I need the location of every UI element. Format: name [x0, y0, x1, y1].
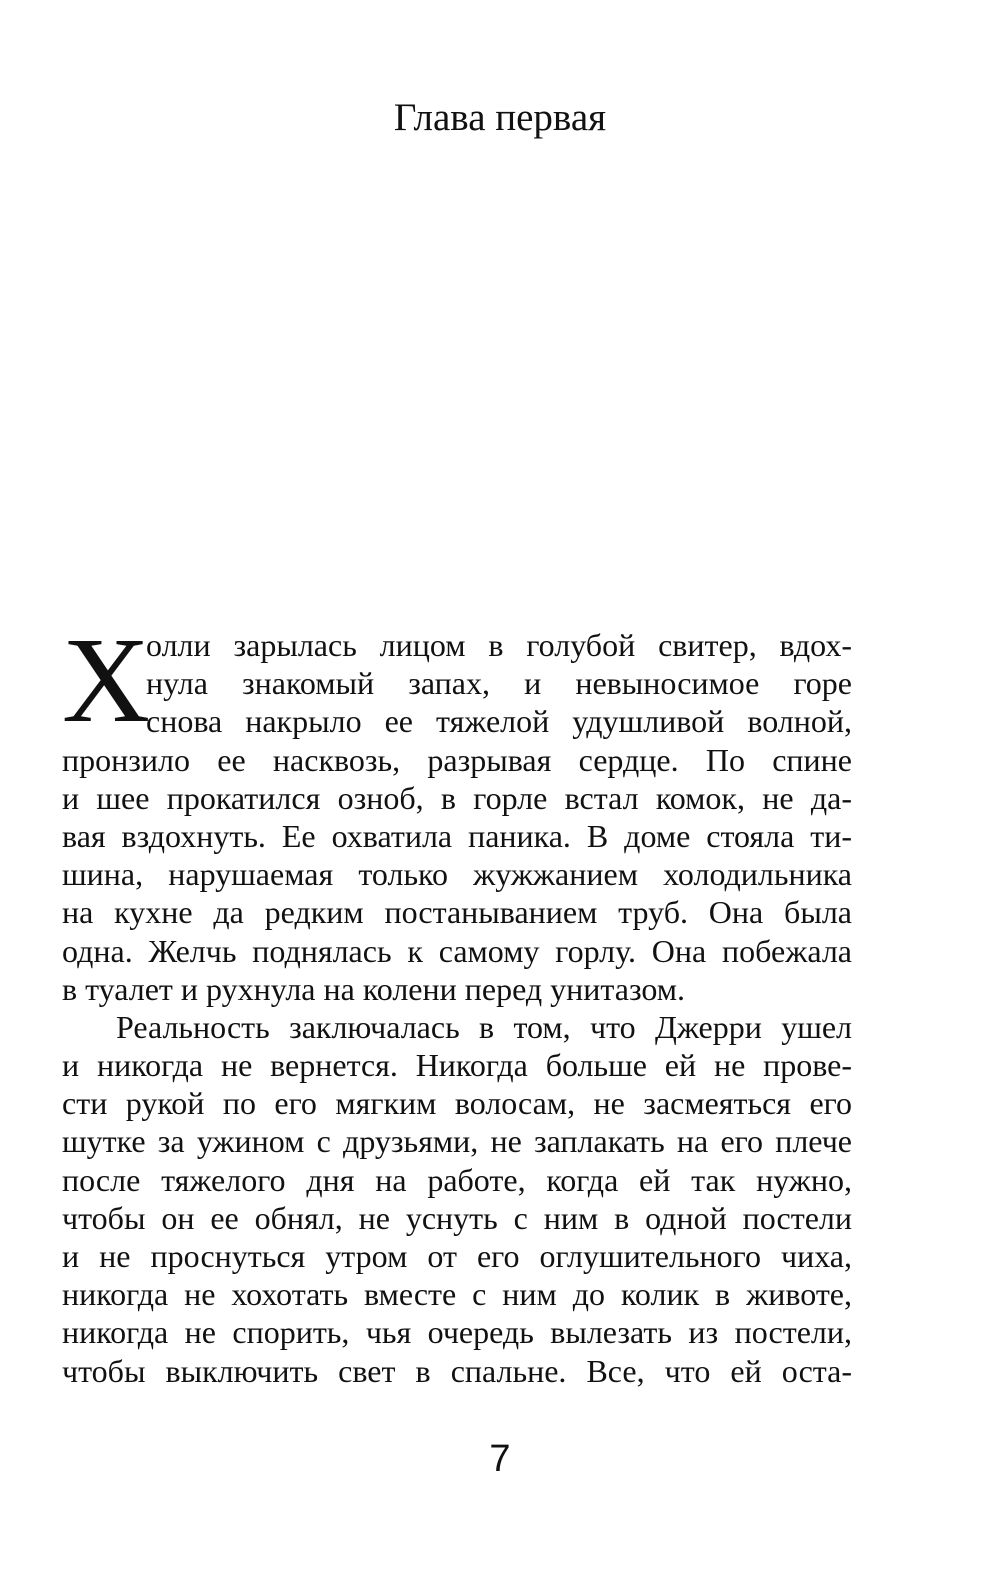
- chapter-title: Глава первая: [393, 96, 607, 139]
- text-line: шутке за ужином с друзьями, не заплакать на его плече: [62, 1123, 852, 1160]
- text-line: после тяжелого дня на работе, когда ей так нужно,: [62, 1161, 852, 1198]
- paragraph-opening: [62, 613, 852, 748]
- text-line: олли зарылась лицом в голубой свитер, вдох-: [146, 627, 852, 663]
- text-line: чтобы выключить свет в спальне. Все, что ей оста-: [62, 1352, 852, 1389]
- text-line: чтобы он ее обнял, не уснуть с ним в одной постели: [62, 1199, 852, 1236]
- text-line: и шее прокатился озноб, в горле встал комок, не да-: [62, 779, 852, 816]
- drop-cap-lines: [146, 626, 852, 741]
- paragraph-2: [62, 1008, 852, 1390]
- page-number: 7: [489, 1438, 511, 1480]
- text-line: снова накрыло ее тяжелой удушливой волной,: [146, 703, 852, 740]
- text-line: никогда не спорить, чья очередь вылезать из постели,: [62, 1314, 852, 1351]
- text-line: сти рукой по его мягким волосам, не засмеяться его: [62, 1085, 852, 1122]
- paragraph-1-continuation: [62, 741, 852, 1008]
- text-line: и никогда не вернется. Никогда больше ей не прове-: [62, 1047, 852, 1084]
- text-line: пронзило ее насквозь, разрывая сердце. По спине: [62, 741, 852, 778]
- chapter-body: [62, 613, 852, 1390]
- text-line: Реальность заключалась в том, что Джерри ушел: [116, 1008, 852, 1045]
- text-line: и не проснуться утром от его оглушительного чиха,: [62, 1238, 852, 1275]
- text-line: нула знакомый запах, и невыносимое горе: [146, 665, 852, 702]
- text-line: шина, нарушаемая только жужжанием холодильника: [62, 856, 852, 893]
- text-line: никогда не хохотать вместе с ним до колик в животе,: [62, 1276, 852, 1313]
- text-line: на кухне да редким постаныванием труб. Она была: [62, 894, 852, 931]
- drop-cap: Х: [62, 613, 151, 748]
- text-line: в туалет и рухнула на колени перед унитазом.: [62, 970, 686, 1007]
- text-line: одна. Желчь поднялась к самому горлу. Она побежала: [62, 932, 852, 969]
- text-line: вая вздохнуть. Ее охватила паника. В доме стояла ти-: [62, 817, 852, 854]
